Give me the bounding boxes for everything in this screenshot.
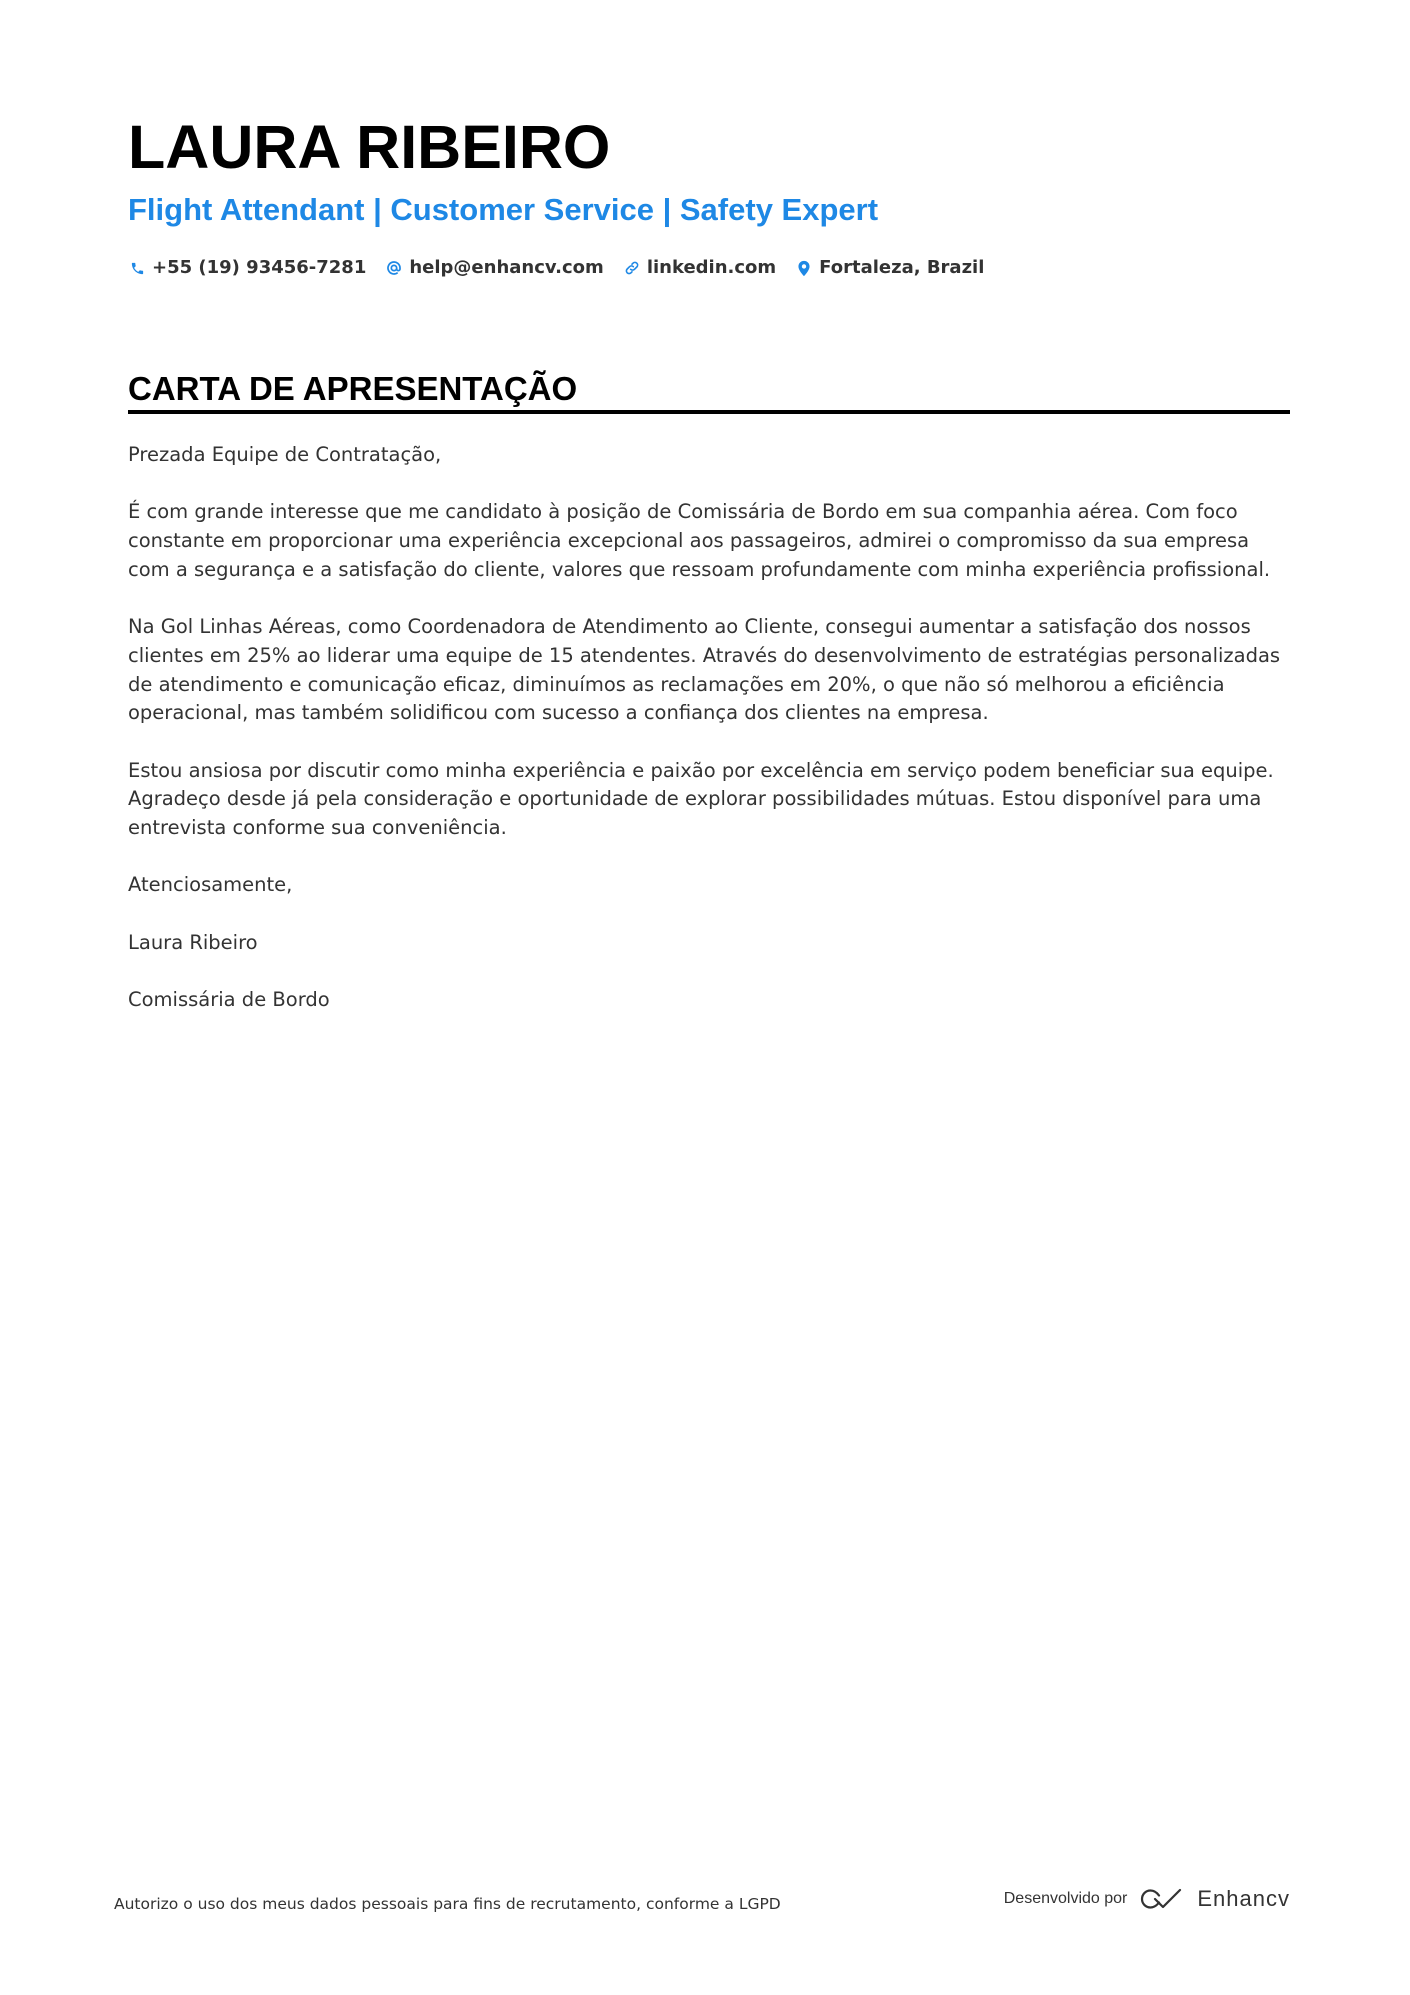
section-divider — [128, 410, 1290, 414]
footer-consent-text: Autorizo o uso dos meus dados pessoais para fins de recrutamento, conforme a LGPD — [114, 1895, 781, 1913]
footer-brand[interactable] — [1004, 1886, 1290, 1912]
email-text[interactable]: help@enhancv.com — [409, 257, 604, 278]
signature-title: Comissária de Bordo — [128, 988, 330, 1012]
candidate-headline: Flight Attendant | Customer Service | Safety Expert — [128, 192, 879, 227]
location-pin-icon — [795, 258, 813, 278]
letter-greeting: Prezada Equipe de Contratação, — [128, 443, 442, 466]
letter-paragraph: É com grande interesse que me candidato à posição de Comissária de Bordo em sua companhia aérea. Com foco constante em proporcionar uma experiência excepcional aos passageiros, admirei o compromisso da sua empresa com a segurança e a satisfação do cliente, valores que ressoam profundamente com minha experiência profissional. — [128, 500, 1271, 581]
phone-icon — [128, 258, 146, 278]
section-title: CARTA DE APRESENTAÇÃO — [128, 370, 578, 407]
location-text: Fortaleza, Brazil — [819, 257, 985, 278]
powered-by-label: Desenvolvido por — [1003, 1890, 1128, 1907]
contact-phone — [128, 254, 366, 282]
letter-paragraph: Estou ansiosa por discutir como minha experiência e paixão por excelência em serviço podem beneficiar sua equipe. Agradeço desde já pela consideração e oportunidade de explorar possibilidades mútuas. Estou disponível para uma entrevista conforme sua conveniência. — [128, 758, 1274, 840]
contact-email[interactable] — [385, 254, 603, 282]
contact-linkedin[interactable] — [623, 254, 776, 282]
letter-paragraph: Na Gol Linhas Aéreas, como Coordenadora de Atendimento ao Cliente, consegui aumentar a satisfação dos nossos clientes em 25% ao liderar uma equipe de 15 atendentes. Através do desenvolvimento de estratégias personalizadas de atendimento e comunicação eficaz, diminuímos as reclamações em 20%, o que não só melhorou a eficiência operacional, mas também solidificou com sucesso a confiança dos clientes na empresa. — [128, 615, 1281, 725]
at-icon — [385, 258, 403, 278]
contact-row — [128, 254, 1003, 282]
brand-name: Enhancv — [1197, 1886, 1290, 1911]
letter-closing: Atenciosamente, — [128, 873, 293, 897]
enhancv-logo-icon — [1139, 1887, 1185, 1911]
phone-text: +55 (19) 93456-7281 — [152, 257, 367, 278]
link-icon — [623, 258, 641, 278]
signature-name: Laura Ribeiro — [128, 930, 258, 954]
contact-location — [795, 254, 984, 282]
letter-body — [128, 441, 1290, 1044]
linkedin-text[interactable]: linkedin.com — [646, 257, 777, 278]
candidate-name: LAURA RIBEIRO — [128, 113, 611, 181]
